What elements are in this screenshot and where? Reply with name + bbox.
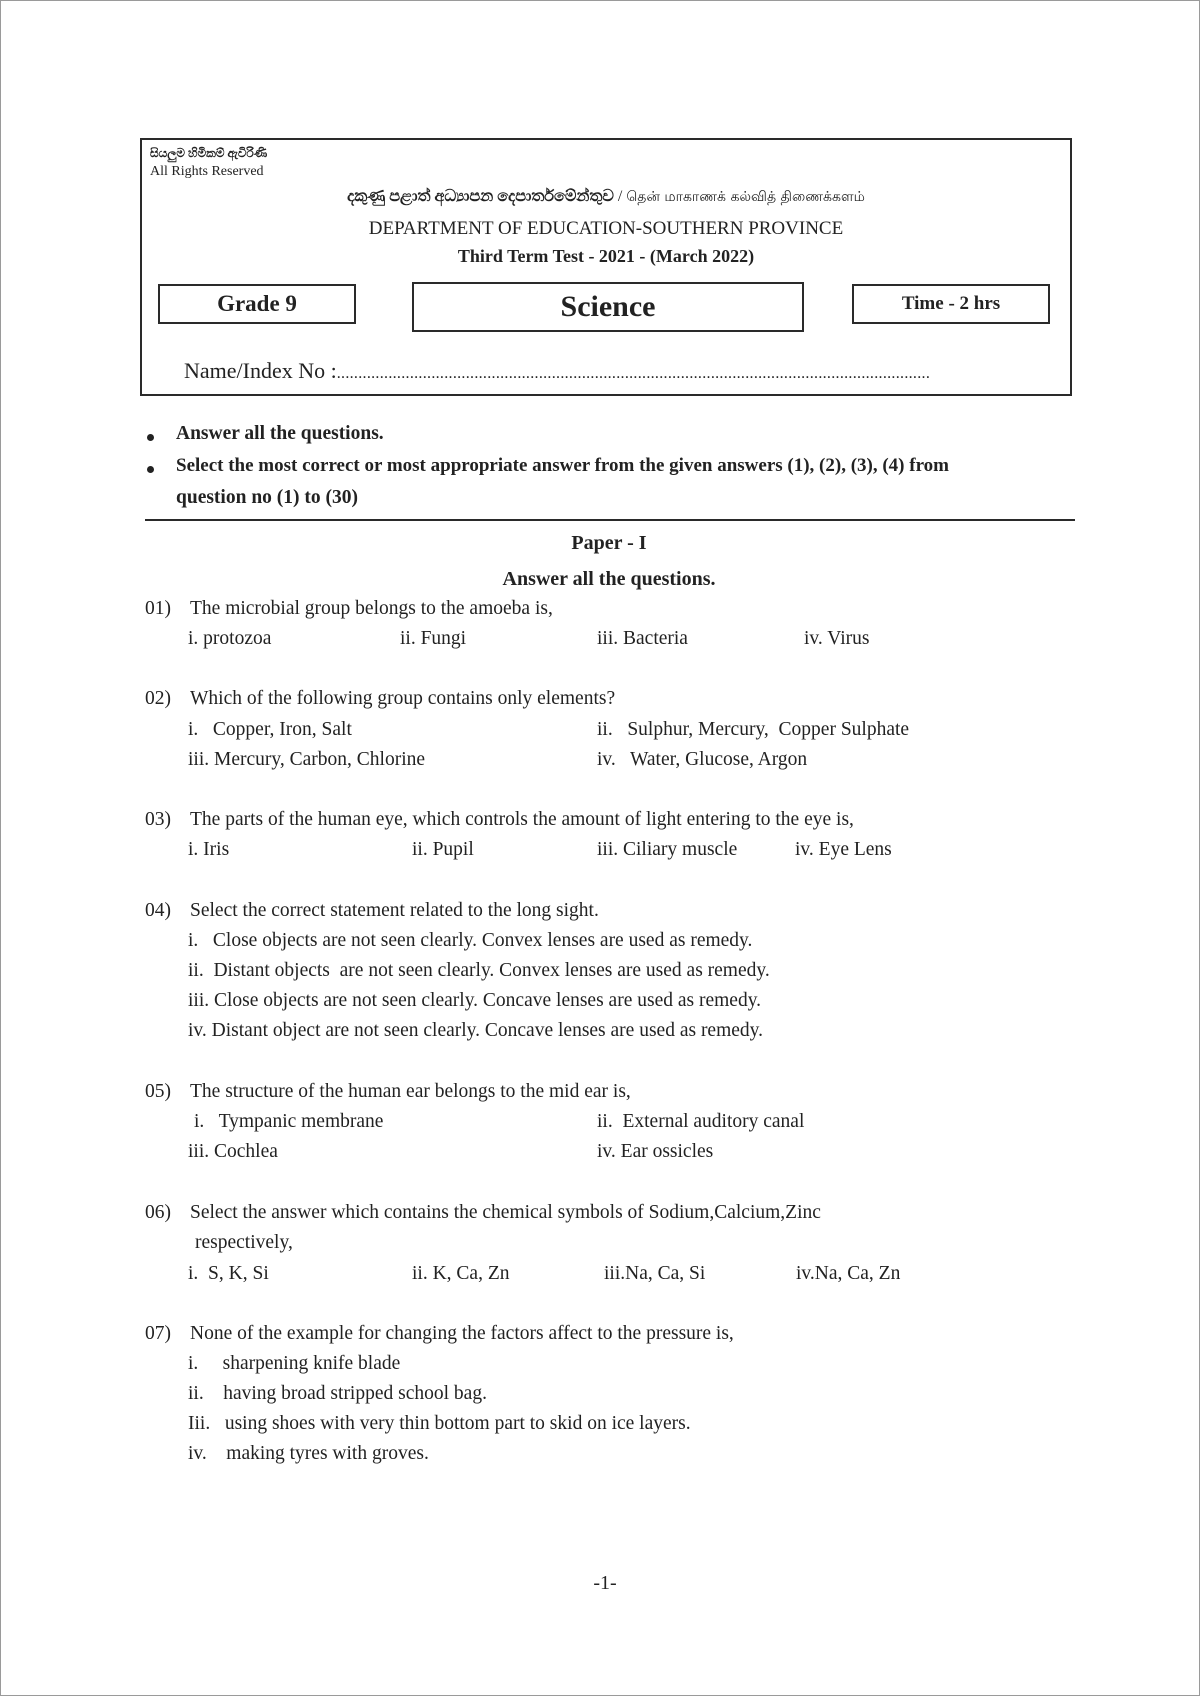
bullet-icon bbox=[147, 466, 154, 473]
question-1-option-3: iii. Bacteria bbox=[597, 628, 688, 649]
question-1-text: The microbial group belongs to the amoeba is, bbox=[190, 598, 553, 619]
question-5-option-4: iv. Ear ossicles bbox=[597, 1141, 714, 1162]
department-bilingual bbox=[142, 188, 1070, 207]
instruction-1: Answer all the questions. bbox=[176, 423, 384, 444]
question-5-option-3: iii. Cochlea bbox=[188, 1141, 278, 1162]
question-4-text: Select the correct statement related to the long sight. bbox=[190, 900, 599, 921]
name-index-label: Name/Index No : bbox=[184, 358, 337, 383]
question-number: 01) bbox=[145, 598, 171, 619]
question-number: 02) bbox=[145, 688, 171, 709]
question-1-option-4: iv. Virus bbox=[804, 628, 870, 649]
question-5-option-2: ii. External auditory canal bbox=[597, 1111, 805, 1132]
question-6-option-1: i. S, K, Si bbox=[188, 1263, 269, 1284]
name-index-field bbox=[184, 358, 930, 384]
question-number: 06) bbox=[145, 1202, 171, 1223]
question-3-option-4: iv. Eye Lens bbox=[795, 839, 892, 860]
rights-sinhala: සියලුම හිමිකම් ඇවිරිණි bbox=[150, 146, 268, 160]
question-7-option-1: i. sharpening knife blade bbox=[188, 1353, 401, 1374]
name-index-dots: .......................................................................................................................................... bbox=[336, 365, 931, 382]
question-5-option-1: i. Tympanic membrane bbox=[194, 1111, 384, 1132]
department-separator: / bbox=[617, 188, 623, 205]
question-number: 07) bbox=[145, 1323, 171, 1344]
department-title: DEPARTMENT OF EDUCATION-SOUTHERN PROVINCE bbox=[368, 218, 844, 239]
paper-title: Paper - I bbox=[571, 532, 647, 554]
question-4-option-4: iv. Distant object are not seen clearly. Concave lenses are used as remedy. bbox=[188, 1020, 764, 1041]
time-box: Time - 2 hrs bbox=[852, 284, 1050, 324]
department-sinhala: දකුණු පළාත් අධ්‍යාපන දෙපාර්තමේන්තුව bbox=[347, 188, 614, 205]
question-1-option-1: i. protozoa bbox=[188, 628, 272, 649]
question-2-option-3: iii. Mercury, Carbon, Chlorine bbox=[188, 749, 426, 770]
question-2-text: Which of the following group contains only elements? bbox=[190, 688, 616, 709]
question-7-option-4: iv. making tyres with groves. bbox=[188, 1443, 429, 1464]
question-3-option-1: i. Iris bbox=[188, 839, 230, 860]
department-tamil: தென் மாகாணக் கல்வித் திணைக்களம் bbox=[626, 189, 865, 205]
question-7-option-3: Iii. using shoes with very thin bottom part to skid on ice layers. bbox=[188, 1413, 691, 1434]
instruction-2-continued: question no (1) to (30) bbox=[176, 487, 359, 508]
question-4-option-2: ii. Distant objects are not seen clearly. Convex lenses are used as remedy. bbox=[188, 960, 770, 981]
question-1-option-2: ii. Fungi bbox=[400, 628, 467, 649]
question-5-text: The structure of the human ear belongs to the mid ear is, bbox=[190, 1081, 631, 1102]
question-4-option-3: iii. Close objects are not seen clearly. Concave lenses are used as remedy. bbox=[188, 990, 762, 1011]
question-3-option-2: ii. Pupil bbox=[412, 839, 474, 860]
header-box bbox=[140, 138, 1072, 396]
question-2-option-1: i. Copper, Iron, Salt bbox=[188, 719, 352, 740]
question-6-option-2: ii. K, Ca, Zn bbox=[412, 1263, 510, 1284]
question-4-option-1: i. Close objects are not seen clearly. Convex lenses are used as remedy. bbox=[188, 930, 753, 951]
paper-subtitle: Answer all the questions. bbox=[502, 568, 716, 590]
test-title: Third Term Test - 2021 - (March 2022) bbox=[457, 246, 755, 266]
question-3-option-3: iii. Ciliary muscle bbox=[597, 839, 738, 860]
instruction-2: Select the most correct or most appropriate answer from the given answers (1), (2), (3), (4) from bbox=[176, 455, 950, 476]
question-6-text-continued: respectively, bbox=[195, 1232, 293, 1253]
question-2-option-2: ii. Sulphur, Mercury, Copper Sulphate bbox=[597, 719, 910, 740]
question-number: 04) bbox=[145, 900, 171, 921]
question-number: 03) bbox=[145, 809, 171, 830]
question-6-option-3: iii.Na, Ca, Si bbox=[604, 1263, 706, 1284]
bullet-icon bbox=[147, 434, 154, 441]
question-7-text: None of the example for changing the factors affect to the pressure is, bbox=[190, 1323, 734, 1344]
page-number: -1- bbox=[593, 1572, 617, 1594]
divider bbox=[145, 519, 1075, 521]
question-number: 05) bbox=[145, 1081, 171, 1102]
question-3-text: The parts of the human eye, which controls the amount of light entering to the eye is, bbox=[190, 809, 854, 830]
subject-box: Science bbox=[412, 282, 804, 332]
grade-box: Grade 9 bbox=[158, 284, 356, 324]
question-6-option-4: iv.Na, Ca, Zn bbox=[796, 1263, 901, 1284]
question-2-option-4: iv. Water, Glucose, Argon bbox=[597, 749, 808, 770]
all-rights-reserved: All Rights Reserved bbox=[150, 164, 264, 179]
question-6-text: Select the answer which contains the chemical symbols of Sodium,Calcium,Zinc bbox=[190, 1202, 821, 1223]
question-7-option-2: ii. having broad stripped school bag. bbox=[188, 1383, 487, 1404]
